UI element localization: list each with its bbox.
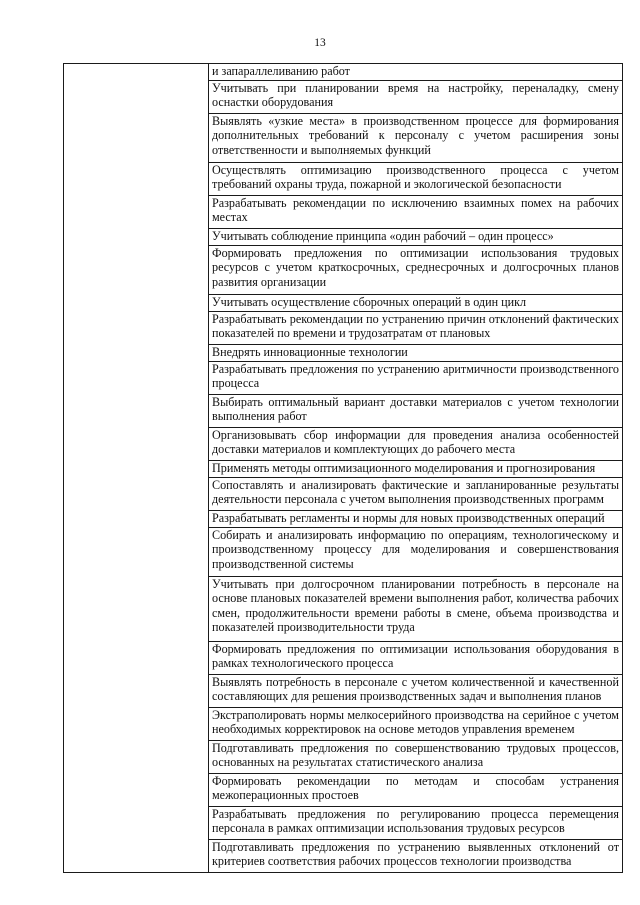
table-row xyxy=(64,64,623,81)
skill-cell: Учитывать осуществление сборочных операций в один цикл xyxy=(209,294,623,311)
skill-cell: Осуществлять оптимизацию производственного процесса с учетом требований охраны труда, пожарной и экологической безопасности xyxy=(209,162,623,195)
skill-cell: Организовывать сбор информации для проведения анализа особенностей доставки материалов и комплектующих до рабочего места xyxy=(209,427,623,460)
skill-cell: Разрабатывать предложения по регулированию процесса перемещения персонала в рамках оптимизации использования трудовых ресурсов xyxy=(209,806,623,839)
skill-cell: Применять методы оптимизационного моделирования и прогнозирования xyxy=(209,460,623,477)
skill-cell: Разрабатывать рекомендации по устранению причин отклонений фактических показателей по времени и трудозатратам от плановых xyxy=(209,311,623,344)
skill-cell: Подготавливать предложения по устранению выявленных отклонений от критериев соответствия рабочих процессов технологии производства xyxy=(209,839,623,872)
skill-cell: Выявлять потребность в персонале с учетом количественной и качественной составляющих для решения производственных задач и выполнения планов xyxy=(209,674,623,707)
left-column-cell xyxy=(64,64,209,873)
skill-cell: Формировать предложения по оптимизации использования оборудования в рамках технологического процесса xyxy=(209,641,623,674)
skill-cell: Собирать и анализировать информацию по операциям, технологическому и производственному процессу для моделирования и совершенствования производственной системы xyxy=(209,528,623,577)
skill-cell: Учитывать при долгосрочном планировании потребность в персонале на основе плановых показателей времени выполнения работ, количества рабочих смен, продолжительности времени работы в смене, объема производства и показателей производительности труда xyxy=(209,576,623,641)
skill-cell: Разрабатывать предложения по устранению аритмичности производственного процесса xyxy=(209,362,623,395)
skills-table-body xyxy=(64,64,623,873)
skill-cell: Выявлять «узкие места» в производственном процессе для формирования дополнительных требований к персоналу с учетом расширения зоны ответственности и выполняемых функций xyxy=(209,114,623,163)
skill-cell: Учитывать при планировании время на настройку, переналадку, смену оснастки оборудования xyxy=(209,81,623,114)
skill-cell: Внедрять инновационные технологии xyxy=(209,344,623,361)
page-number: 13 xyxy=(314,37,326,49)
skill-cell: Сопоставлять и анализировать фактические и запланированные результаты деятельности персонала с учетом выполнения производственных программ xyxy=(209,478,623,511)
skill-cell: Учитывать соблюдение принципа «один рабочий – один процесс» xyxy=(209,228,623,245)
skill-cell: Разрабатывать регламенты и нормы для новых производственных операций xyxy=(209,510,623,527)
skill-cell: Выбирать оптимальный вариант доставки материалов с учетом технологии выполнения работ xyxy=(209,394,623,427)
skill-cell: Подготавливать предложения по совершенствованию трудовых процессов, основанных на результатах статистического анализа xyxy=(209,740,623,773)
skill-cell: Формировать предложения по оптимизации использования трудовых ресурсов с учетом краткосрочных, среднесрочных и долгосрочных планов развития организации xyxy=(209,245,623,294)
skill-cell: Экстраполировать нормы мелкосерийного производства на серийное с учетом необходимых корректировок на основе методов управления временем xyxy=(209,707,623,740)
skills-table xyxy=(63,63,623,873)
skill-cell: Разрабатывать рекомендации по исключению взаимных помех на рабочих местах xyxy=(209,195,623,228)
skill-cell: Формировать рекомендации по методам и способам устранения межоперационных простоев xyxy=(209,773,623,806)
skill-cell: и запараллеливанию работ xyxy=(209,64,623,81)
